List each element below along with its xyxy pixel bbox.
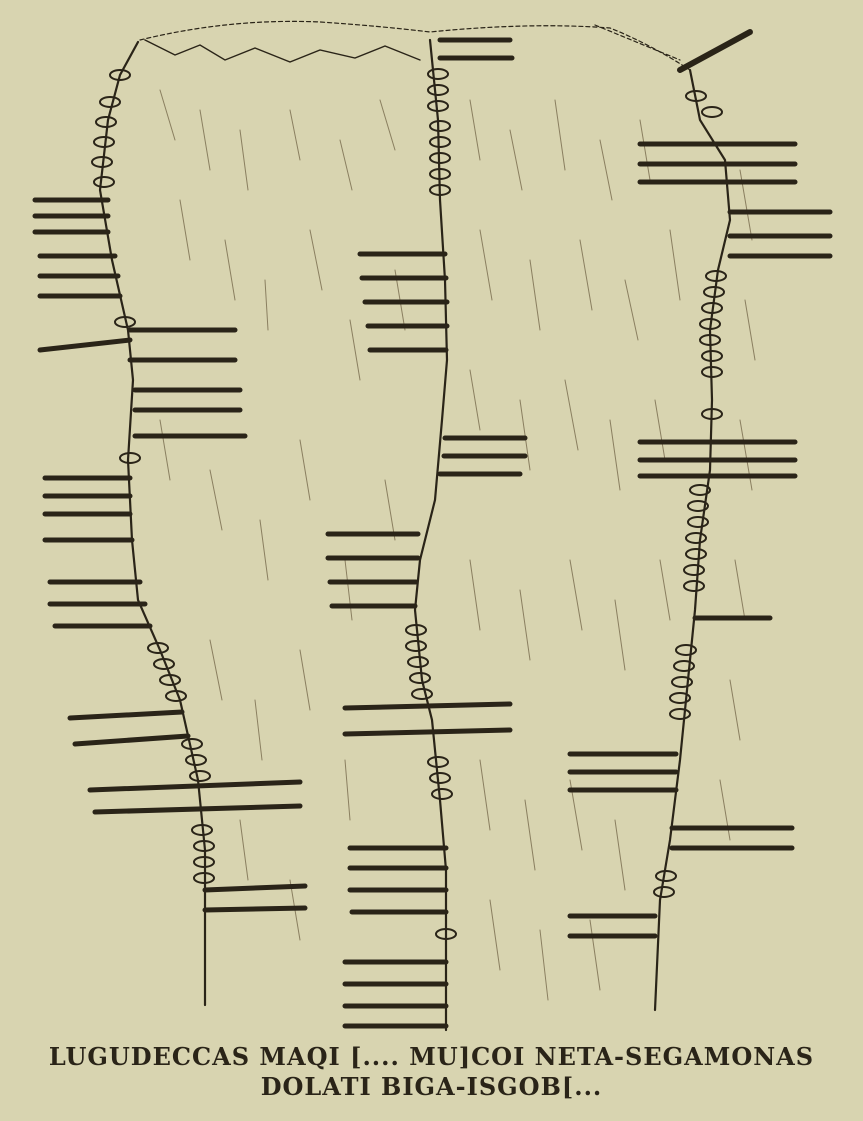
face2-vowels — [406, 69, 456, 939]
stone-top-right-dashed — [595, 25, 680, 60]
caption-line-2: DOLATI BIGA-ISGOB[... — [260, 1072, 603, 1101]
stone-top-right-notch — [680, 32, 750, 70]
stone-top-rough-edge — [145, 40, 420, 62]
caption-line-1: LUGUDECCAS MAQI [.... MU]COI NETA-SEGAMONAS — [48, 1042, 815, 1071]
stone-top-outline — [140, 21, 690, 70]
stem-line-left — [100, 42, 205, 1005]
stem-line-right — [655, 70, 730, 1010]
face3-vowels — [654, 91, 726, 897]
